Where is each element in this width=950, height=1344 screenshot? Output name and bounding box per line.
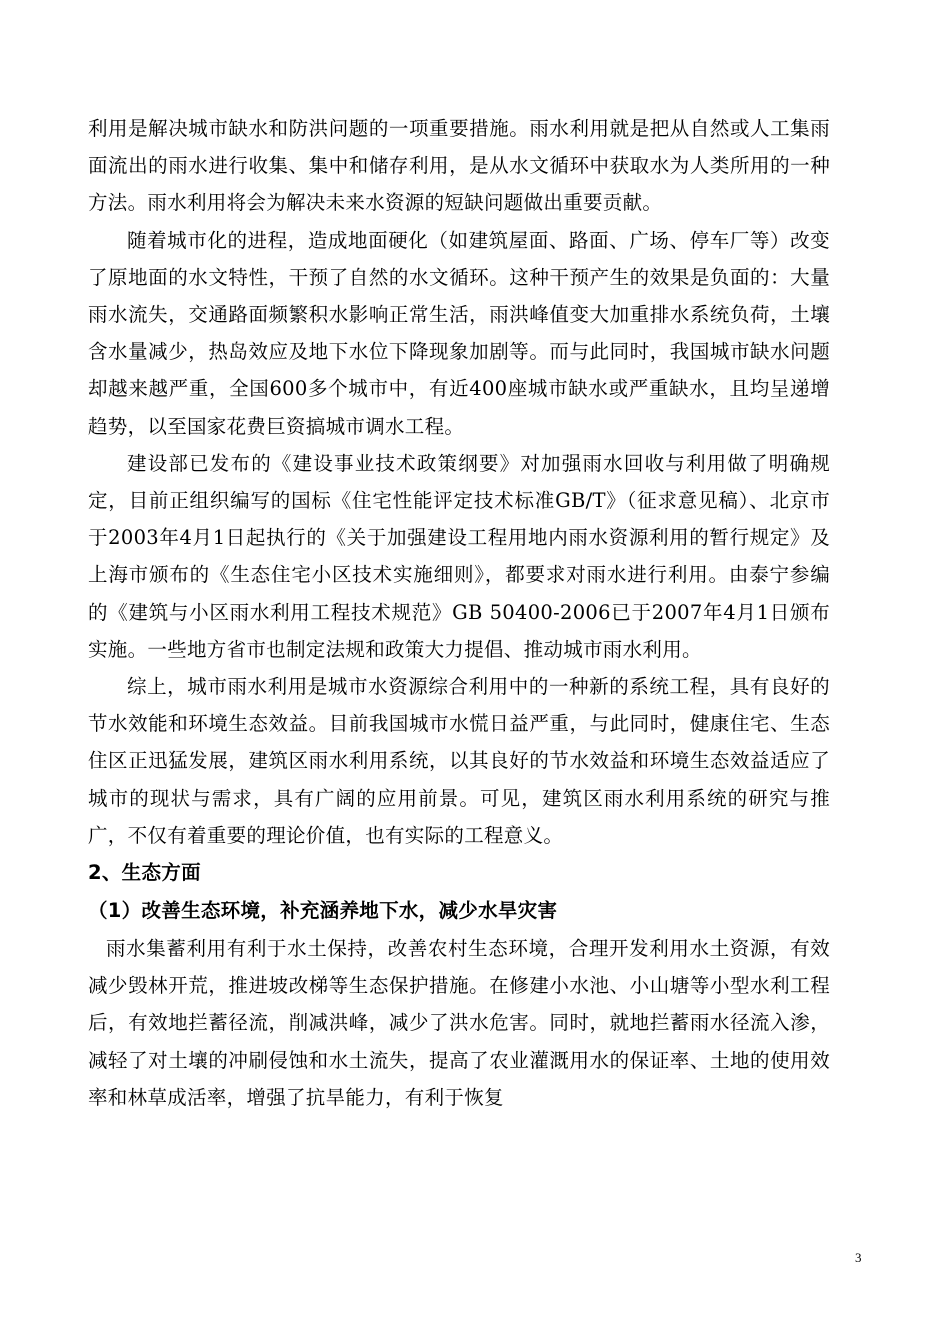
section-heading: 2、生态方面 bbox=[88, 861, 201, 885]
page-body bbox=[88, 110, 830, 1116]
page-number: 3 bbox=[855, 1250, 862, 1265]
subsection-heading: （1）改善生态环境，补充涵养地下水，减少水旱灾害 bbox=[88, 899, 558, 923]
paragraph-urbanization: 随着城市化的进程，造成地面硬化（如建筑屋面、路面、广场、停车厂等）改变了原地面的水文特性，干预了自然的水文循环。这种干预产生的效果是负面的：大量雨水流失，交通路面频繁积水影响正常生活，雨洪峰值变大加重排水系统负荷，土壤含水量减少，热岛效应及地下水位下降现象加剧等。而与此同时，我国城市缺水问题却越来越严重，全国600多个城市中，有近400座城市缺水或严重缺水，且均呈递增趋势，以至国家花费巨资搞城市调水工程。 bbox=[88, 228, 830, 438]
paragraph-summary: 综上，城市雨水利用是城市水资源综合利用中的一种新的系统工程，具有良好的节水效能和环境生态效益。目前我国城市水慌日益严重，与此同时，健康住宅、生态住区正迅猛发展，建筑区雨水利用系统，以其良好的节水效益和环境生态效益适应了城市的现状与需求，具有广阔的应用前景。可见，建筑区雨水利用系统的研究与推广，不仅有着重要的理论价值，也有实际的工程意义。 bbox=[88, 675, 830, 847]
paragraph-rainwater-utilization: 利用是解决城市缺水和防洪问题的一项重要措施。雨水利用就是把从自然或人工集雨面流出的雨水进行收集、集中和储存利用，是从水文循环中获取水为人类所用的一种方法。雨水利用将会为解决未来水资源的短缺问题做出重要贡献。 bbox=[88, 117, 830, 215]
paragraph-ecology: 雨水集蓄利用有利于水土保持，改善农村生态环境，合理开发利用水土资源，有效减少毁林开荒，推进坡改梯等生态保护措施。在修建小水池、小山塘等小型水利工程后，有效地拦蓄径流，削减洪峰，减少了洪水危害。同时，就地拦蓄雨水径流入渗，减轻了对土壤的冲刷侵蚀和水土流失，提高了农业灌溉用水的保证率、土地的使用效率和林草成活率，增强了抗旱能力，有利于恢复 bbox=[88, 937, 830, 1109]
paragraph-regulations: 建设部已发布的《建设事业技术政策纲要》对加强雨水回收与利用做了明确规定，目前正组织编写的国标《住宅性能评定技术标准GB/T》（征求意见稿）、北京市于2003年4月1日起执行的《关于加强建设工程用地内雨水资源利用的暂行规定》及上海市颁布的《生态住宅小区技术实施细则》，都要求对雨水进行利用。由泰宁参编的《建筑与小区雨水利用工程技术规范》GB 50400-2006已于2007年4月1日颁布实施。一些地方省市也制定法规和政策大力提倡、推动城市雨水利用。 bbox=[88, 451, 830, 661]
